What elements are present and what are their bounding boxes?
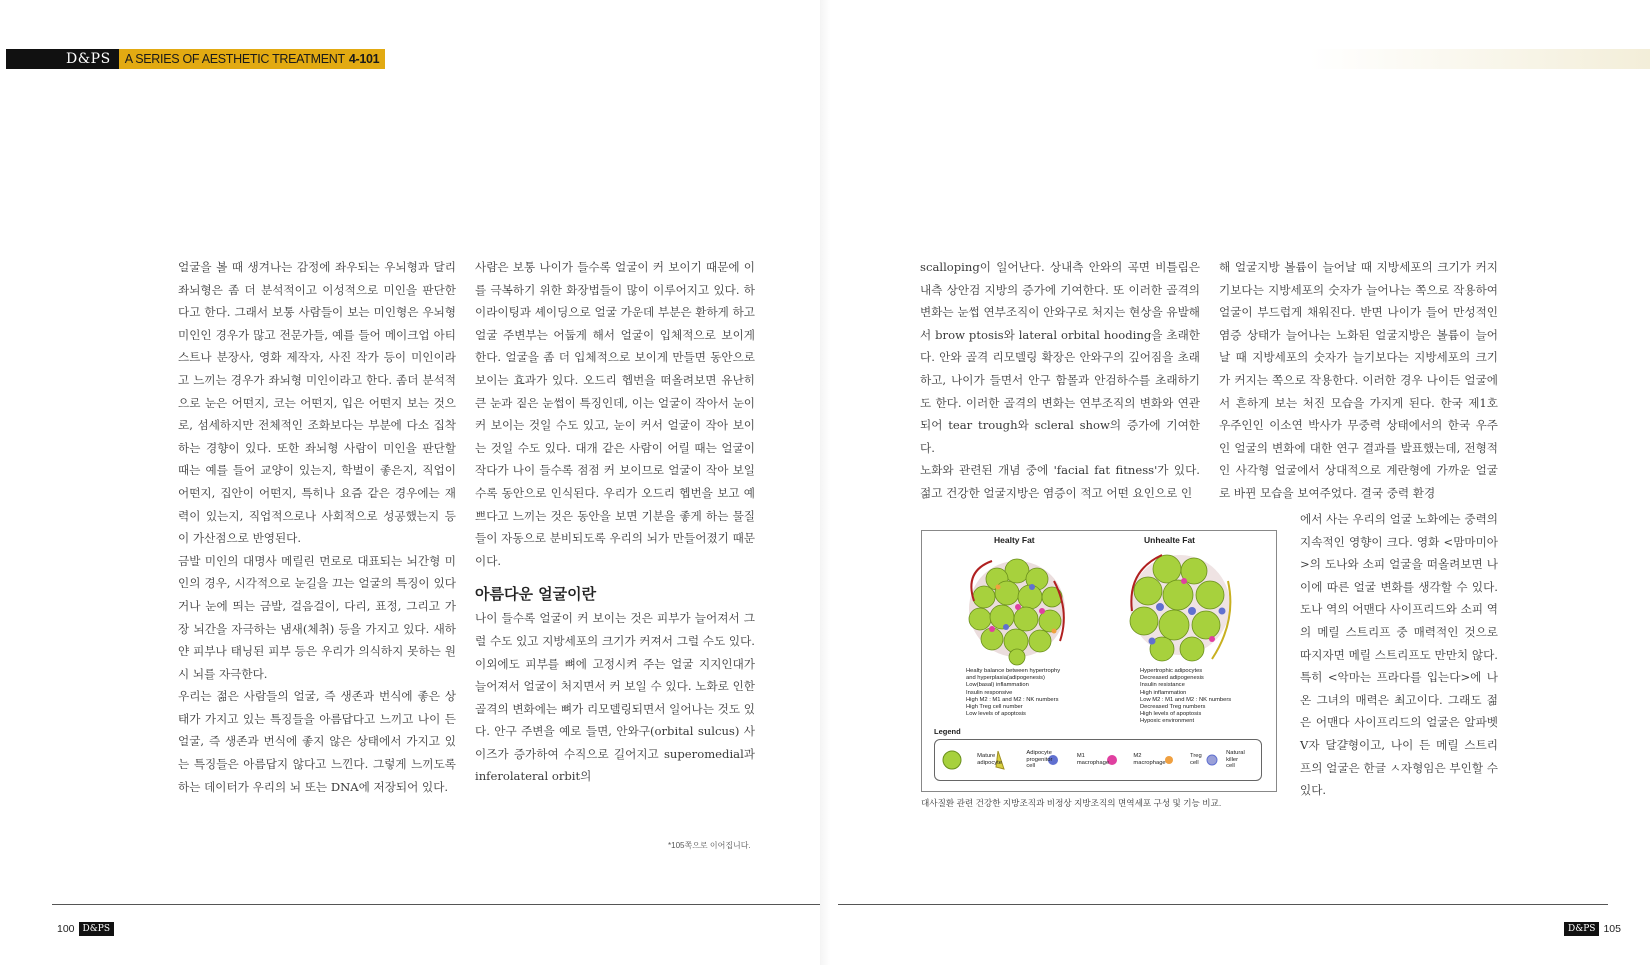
progenitor-cell-label: Adipocyte progenitor cell — [1026, 750, 1053, 770]
unhealthy-fat-list — [1140, 668, 1231, 726]
list-item: Hypertrophic adipocytes — [1140, 668, 1203, 674]
paragraph: 해 얼굴지방 볼륨이 늘어날 때 지방세포의 크기가 커지기보다는 지방세포의 숫자가 늘어나는 쪽으로 작용하여 얼굴이 부드럽게 채워진다. 반면 나이가 들어 만성적인 염증 상태가 늘어나는 노화된 얼굴지방은 볼륨이 늘어날 때 지방세포의 숫자가 늘기보다는 지방세포의 크기가 커지는 쪽으로 작용한다. 이러한 경우 나이든 얼굴에서 흔하게 보는 처진 모습을 가지게 된다. 한국 제1호 우주인인 이소연 박사가 무중력 상태에서의 한국 우주인 얼굴의 변화에 대한 연구 결과를 발표했는데, 전형적인 사각형 얼굴에서 상대적으로 계란형에 가까운 얼굴로 바뀐 모습을 보여주었다. 결국 중력 환경 — [1219, 260, 1498, 500]
legend — [934, 739, 1262, 781]
list-item: Healty balance between hypertrophy — [966, 668, 1061, 674]
legend-title: Legend — [934, 727, 961, 736]
list-item: High M2 : M1 and M2 : NK numbers — [966, 696, 1059, 703]
footer-rule — [52, 904, 824, 905]
page-number: 105 — [1603, 923, 1621, 935]
paragraph: 노화와 관련된 개념 중에 'facial fat fitness'가 있다. 젊고 건강한 얼굴지방은 염증이 적고 어떤 요인으로 인 — [920, 463, 1200, 500]
paragraph: 나이 들수록 얼굴이 커 보이는 것은 피부가 늘어져서 그럴 수도 있고 지방세포의 크기가 커져서 그럴 수도 있다. 이외에도 피부를 뼈에 고정시켜 주는 얼굴 지지인대가 늘어져서 얼굴이 처지면서 커 보일 수 있다. 노화로 인한 골격의 변화에는 뼈가 리모델링되면서 일어나는 것도 있다. 안구 주변을 예로 들면, 안와구(orbital sulcus) 사이즈가 증가하여 수직으로 길어지고 superomedial과 inferolateral orbit의 — [475, 611, 755, 784]
legend-item — [1226, 750, 1245, 770]
series-number: 4-101 — [348, 52, 380, 66]
paragraph: 사람은 보통 나이가 들수록 얼굴이 커 보이기 때문에 이를 극복하기 위한 화장법들이 많이 이루어지고 있다. 하이라이팅과 셰이딩으로 얼굴 가운데 부분은 환하게 하고 얼굴 주변부는 어둡게 해서 얼굴이 입체적으로 보이게 한다. 얼굴을 좀 더 입체적으로 보이게 만들면 동안으로 보이는 효과가 있다. 오드리 헵번을 떠올려보면 유난히 큰 눈과 짙은 눈썹이 특징인데, 이는 얼굴이 작아서 눈이 커 보이는 것일 수도 있고, 눈이 커서 얼굴이 작아 보이는 것일 수도 있다. 대개 같은 사람이 어릴 때는 얼굴이 작다가 나이 들수록 점점 커 보이므로 얼굴이 작아 보일수록 동안으로 인식된다. 우리가 오드리 헵번을 보고 예쁘다고 느끼는 것은 동안을 보면 기분을 좋게 하는 물질들이 자동으로 분비되도록 우리의 뇌가 만들어졌기 때문이다. — [475, 260, 755, 568]
list-item: Low(basal) inflammation — [966, 682, 1029, 689]
legend-item — [1133, 753, 1165, 766]
series-header — [6, 49, 385, 69]
healthy-fat-list — [966, 668, 1060, 718]
series-name: A SERIES OF AESTHETIC TREATMENT — [124, 52, 345, 66]
legend-item — [1026, 750, 1052, 770]
paragraph: 금발 미인의 대명사 메릴린 먼로로 대표되는 뇌간형 미인의 경우, 시각적으로 눈길을 끄는 얼굴의 특징이 있다거나 눈에 띄는 금발, 걸음걸이, 다리, 표정, 그리고 가장 뇌간을 자극하는 냄새(체취) 등을 가지고 있다. 새하얀 피부나 태닝된 피부 등은 우리가 의식하지 못하는 원시 뇌를 자극한다. — [178, 553, 456, 681]
continuation-note: *105쪽으로 이어집니다. — [668, 841, 751, 850]
section-heading: 아름다운 얼굴이란 — [475, 585, 597, 604]
healthy-fat-cluster — [969, 559, 1065, 665]
treg-cell-label: Treg cell — [1190, 753, 1202, 766]
list-item: Low M2 : M1 and M2 : NK numbers — [1140, 696, 1232, 703]
m1-macrophage-label: M1 macrophage — [1076, 753, 1110, 766]
right-header-band — [1310, 49, 1650, 69]
list-item: Decreased adipogenesis — [1140, 675, 1204, 682]
list-item: Low levels of apoptosis — [966, 711, 1026, 718]
gutter — [820, 0, 830, 965]
header-logo: D&PS — [6, 49, 119, 69]
page-number-left — [57, 922, 114, 936]
list-item: Decreased Treg numbers — [1140, 704, 1206, 711]
footer-rule — [838, 904, 1608, 905]
series-title — [119, 49, 386, 69]
list-item: High Treg cell number — [966, 704, 1023, 711]
paragraph: scalloping이 일어난다. 상내측 안와의 곡면 비틀림은 내측 상안검 지방의 증가에 기여한다. 또 이러한 골격의 변화는 눈썹 연부조직이 안와구로 처지는 현상을 유발해서 brow ptosis와 lateral orbital hooding을 초래한다. 안와 골격 리모델링 확장은 안와구의 깊어짐을 초래하고, 나이가 들면서 안구 함몰과 안검하수를 초래하기도 한다. 이러한 골격의 변화는 연부조직의 변화와 연관되어 tear trough와 scleral show의 증가에 기여한다. — [920, 260, 1200, 455]
paragraph: 우리는 젊은 사람들의 얼굴, 즉 생존과 번식에 좋은 상태가 가지고 있는 특징들을 아름답다고 느끼고 나이 든 얼굴, 즉 생존과 번식에 좋지 않은 상태에서 가지고 있는 특징들은 아름답지 않다고 느낀다. 그렇게 느끼도록 하는 데이터가 우리의 뇌 또는 DNA에 저장되어 있다. — [178, 689, 456, 794]
column-3 — [920, 256, 1200, 505]
m2-macrophage-label: M2 macrophage — [1133, 753, 1166, 766]
paragraph: 얼굴을 볼 때 생겨나는 감정에 좌우되는 우뇌형과 달리 좌뇌형은 좀 더 분석적이고 이성적으로 미인을 판단한다고 한다. 그래서 보통 사람들이 보는 미인형은 우뇌형 미인인 경우가 많고 전문가들, 예를 들어 메이크업 아티스트나 분장사, 영화 제작자, 사진 작가 등이 미인이라고 느끼는 경우가 좌뇌형 미인이라고 한다. 좀더 분석적으로 눈은 어떤지, 코는 어떤지, 입은 어떤지 보는 것으로, 섬세하지만 전체적인 조화보다는 부분에 다소 집착하는 경향이 있다. 또한 좌뇌형 사람이 미인을 판단할 때는 예를 들어 교양이 있는지, 학벌이 좋은지, 직업이 어떤지, 집안이 어떤지, 특히나 요즘 같은 경우에는 재력이 있는지, 직업적으로나 사회적으로 성공했는지 등이 가산점으로 반영된다. — [178, 260, 456, 546]
left-page — [0, 0, 820, 965]
unhealthy-fat-title: Unhealte Fat — [1144, 535, 1196, 545]
list-item: Insulin responsive — [966, 689, 1013, 696]
column-4-bottom — [1300, 508, 1498, 802]
mature-adipocyte-label: Mature adipocyte — [977, 753, 1002, 766]
nk-cell-label: Natural killer cell — [1226, 750, 1245, 770]
legend-item — [1077, 753, 1109, 766]
unhealthy-fat-cluster — [1130, 555, 1230, 661]
column-1 — [178, 256, 456, 798]
list-item: Hypoxic environment — [1140, 718, 1195, 725]
page-number-right — [1564, 922, 1621, 936]
healthy-fat-title: Healty Fat — [994, 535, 1035, 545]
page-number: 100 — [57, 923, 75, 935]
paragraph: 에서 사는 우리의 얼굴 노화에는 중력의 지속적인 영향이 크다. 영화 <맘마미아>의 도나와 소피 얼굴을 떠올려보면 나이에 따른 얼굴 변화를 생각할 수 있다. 도나 역의 어맨다 사이프리드와 소피 역의 메릴 스트리프 중 매력적인 것으로 따지자면 메릴 스트리프도 만만치 않다. 특히 <악마는 프라다를 입는다>에 나온 그녀의 매력은 최고이다. 그래도 젊은 어맨다 사이프리드의 얼굴은 알파벳 V자 달걀형이고, 나이 든 메릴 스트리프의 얼굴은 한글 ㅅ자형임은 부인할 수 있다. — [1300, 512, 1498, 798]
column-4-top — [1219, 256, 1498, 505]
column-2 — [475, 256, 755, 788]
legend-item — [1190, 753, 1202, 766]
footer-logo: D&PS — [79, 922, 114, 936]
figure-caption: 대사질환 관련 건강한 지방조직과 비정상 지방조직의 면역세포 구성 및 기능 비교. — [921, 798, 1222, 808]
list-item: and hyperplasia(adipogenesis) — [966, 675, 1045, 682]
legend-item — [977, 753, 1002, 766]
list-item: High levels of apoptosis — [1140, 711, 1202, 718]
footer-logo: D&PS — [1564, 922, 1599, 936]
list-item: Insulin resistance — [1140, 682, 1185, 689]
list-item: High inflammation — [1140, 689, 1187, 696]
fat-tissue-figure — [921, 530, 1277, 792]
